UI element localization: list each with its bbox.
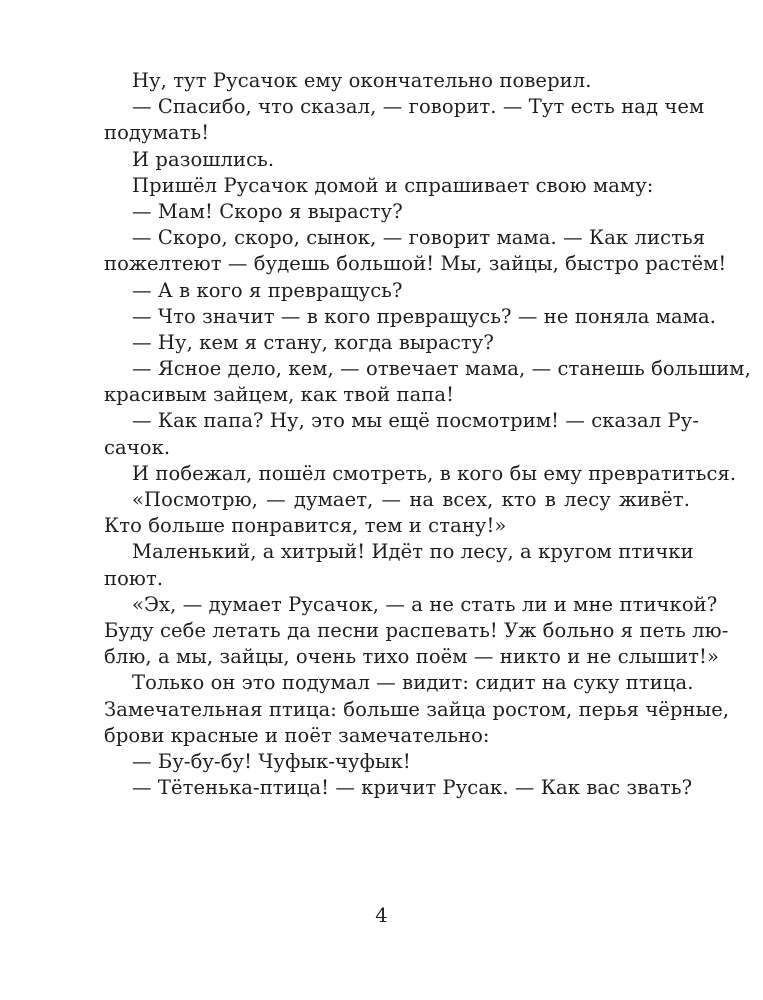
text-line: — Мам! Скоро я вырасту? (132, 199, 403, 223)
text-line: Замечательная птица: больше зайца ростом, перья чёрные, (104, 697, 730, 721)
text-line: подумать! (104, 121, 210, 145)
text-line: — Спасибо, что сказал, — говорит. — Тут есть над чем (132, 95, 705, 119)
text-line: — Ну, кем я стану, когда вырасту? (132, 330, 494, 354)
text-line: поют. (104, 566, 164, 590)
text-line: — Что значит — в кого превращусь? — не поняла мама. (132, 304, 717, 328)
text-line: И разошлись. (132, 147, 275, 171)
text-line: красивым зайцем, как твой папа! (104, 383, 455, 407)
body-text (104, 68, 751, 801)
text-line: Кто больше понравится, тем и стану!» (104, 514, 507, 538)
text-line: Маленький, а хитрый! Идёт по лесу, а кругом птички (132, 540, 694, 564)
text-line: «Посмотрю, — думает, — на всех, кто в лесу живёт. (132, 488, 690, 511)
text-line: пожелтеют — будешь большой! Мы, зайцы, быстро растём! (104, 252, 727, 276)
text-line: сачок. (104, 435, 171, 459)
text-line: — А в кого я превращусь? (132, 278, 403, 302)
page-number: 4 (375, 904, 388, 927)
text-line: Ну, тут Русачок ему окончательно поверил. (132, 69, 592, 92)
text-line: «Эх, — думает Русачок, — а не стать ли и мне птичкой? (132, 592, 718, 616)
text-line: блю, а мы, зайцы, очень тихо поём — никто и не слышит!» (104, 645, 720, 669)
text-line: Только он это подумал — видит: сидит на суку птица. (132, 671, 694, 695)
text-line: брови красные и поёт замечательно: (104, 723, 490, 747)
text-line: И побежал, пошёл смотреть, в кого бы ему превратиться. (132, 461, 737, 485)
text-line: — Скоро, скоро, сынок, — говорит мама. — Как листья (132, 226, 706, 250)
text-line: Пришёл Русачок домой и спрашивает свою маму: (132, 173, 654, 197)
text-line: Буду себе летать да песни распевать! Уж больно я петь лю- (104, 618, 729, 642)
text-line: — Тётенька-птица! — кричит Русак. — Как вас звать? (132, 776, 693, 800)
text-line: — Бу-бу-бу! Чуфык-чуфык! (132, 749, 411, 773)
text-line: — Как папа? Ну, это мы ещё посмотрим! — сказал Ру- (132, 409, 700, 433)
text-line: — Ясное дело, кем, — отвечает мама, — станешь большим, (132, 357, 751, 381)
